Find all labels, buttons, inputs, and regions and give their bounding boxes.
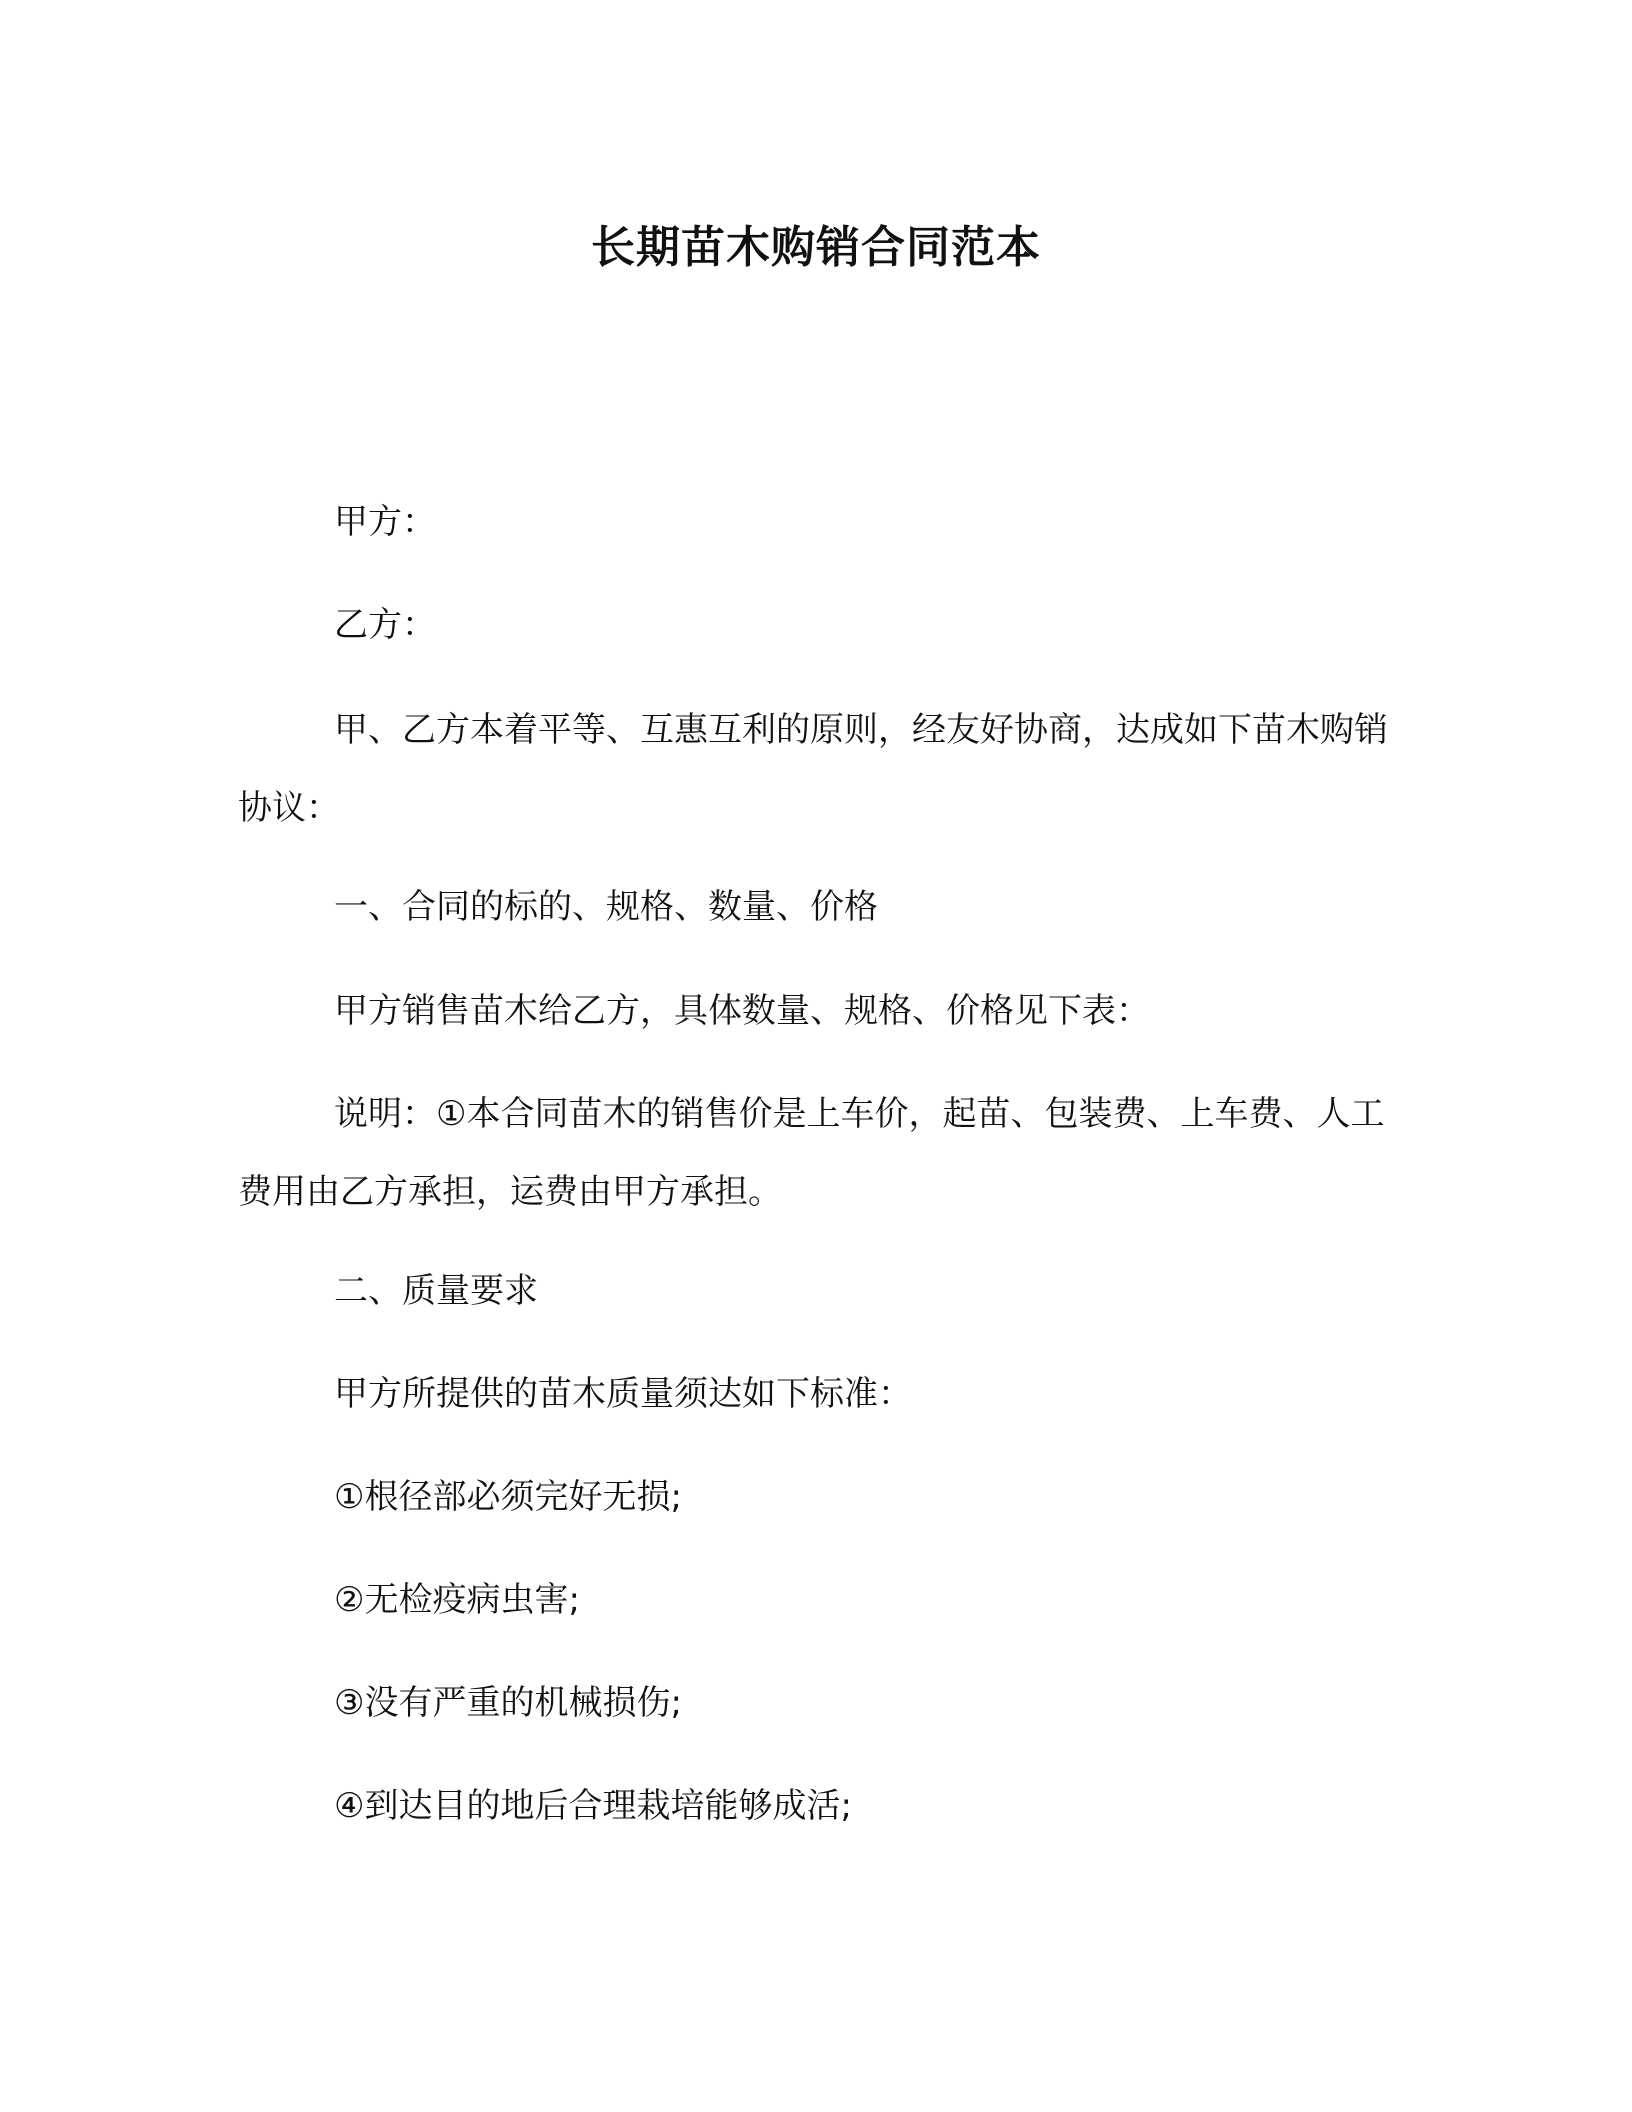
party-a-label: 甲方： [334,502,436,542]
section1-note: 说明：①本合同苗木的销售价是上车价，起苗、包装费、上车费、人工费用由乙方承担，运费由甲方承担。 [238,1094,1385,1212]
section1-heading: 一、合同的标的、规格、数量、价格 [334,887,878,927]
section1-text: 甲方销售苗木给乙方，具体数量、规格、价格见下表： [334,991,1150,1031]
party-b-label: 乙方： [334,605,436,645]
requirement-item: ④到达目的地后合理栽培能够成活; [334,1786,852,1826]
section2-heading: 二、质量要求 [334,1271,538,1311]
requirement-item: ③没有严重的机械损伤; [334,1683,682,1723]
intro-paragraph: 甲、乙方本着平等、互惠互利的原则，经友好协商，达成如下苗木购销协议： [238,710,1388,828]
requirement-item: ②无检疫病虫害; [334,1580,580,1620]
document-title: 长期苗木购销合同范本 [591,222,1041,273]
requirement-item: ①根径部必须完好无损; [334,1477,682,1517]
section2-text: 甲方所提供的苗木质量须达如下标准： [334,1374,912,1414]
